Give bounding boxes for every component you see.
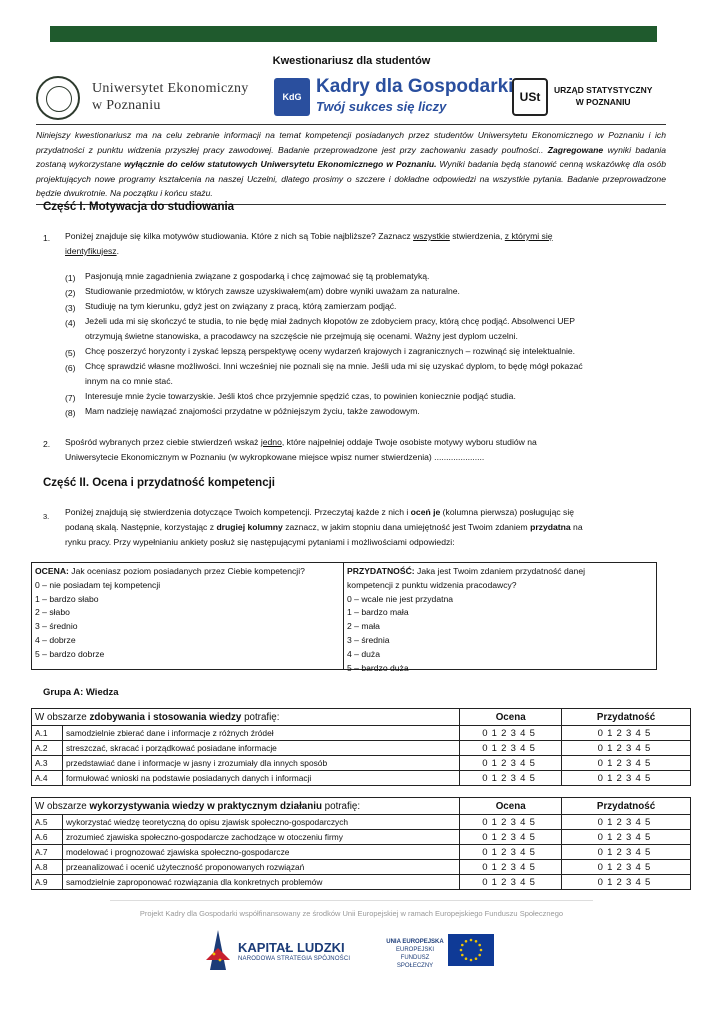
logo-strip xyxy=(36,74,666,122)
motive-text: Pasjonują mnie zagadnienia związane z gospodarką i chcę zajmować się tą problematyką. xyxy=(85,271,430,281)
table-row: A.3 przedstawiać dane i informacje w jasny i zrozumiały dla innych sposób 012345 012345 xyxy=(32,756,691,771)
table-row: A.6 zrozumieć zjawiska społeczno-gospodarcze zachodzące w otoczeniu firmy 012345 012345 xyxy=(32,830,691,845)
eu-fund-label: UNIA EUROPEJSKA EUROPEJSKI FUNDUSZ SPOŁECZNY xyxy=(386,939,444,969)
motive-text-cont: innym na co mnie stać. xyxy=(85,376,173,386)
przydatnosc-scale-options[interactable]: 012345 xyxy=(562,771,691,786)
scale-item: 3 – średnia xyxy=(347,634,390,645)
motive-number: (5) xyxy=(65,348,76,358)
scale-item: 0 – nie posiadam tej kompetencji xyxy=(35,579,161,590)
motive-text-cont: otrzymują świetne stanowiska, a pracodawcy na szczęście nie przejmują się ocenami. Ważny jest dyplom uczelni. xyxy=(85,331,518,341)
ocena-scale-options[interactable]: 012345 xyxy=(460,771,562,786)
q2-number: 2. xyxy=(43,439,51,449)
przydatnosc-scale-options[interactable]: 012345 xyxy=(562,830,691,845)
motive-number: (3) xyxy=(65,303,76,313)
przydatnosc-scale-options[interactable]: 012345 xyxy=(562,860,691,875)
rating-scale-box xyxy=(31,562,657,673)
przydatnosc-scale-options[interactable]: 012345 xyxy=(562,756,691,771)
ocena-scale-options[interactable]: 012345 xyxy=(460,756,562,771)
table-header-area: W obszarze wykorzystywania wiedzy w praktycznym działaniu potrafię: xyxy=(32,798,460,815)
scale-item: 2 – słabo xyxy=(35,607,70,618)
table-row: A.8 przeanalizować i ocenić użyteczność proponowanych rozwiązań 012345 012345 xyxy=(32,860,691,875)
ocena-scale-options[interactable]: 012345 xyxy=(460,741,562,756)
motive-text: Chcę sprawdzić własne możliwości. Inni wcześniej nie poznali się na mnie. Jeśli uda mi się uzyskać dyplom, to będę mógł pokazać xyxy=(85,361,583,371)
q1-number: 1. xyxy=(43,233,51,243)
part1-title: Część I. Motywacja do studiowania xyxy=(43,201,235,213)
table-row: A.4 formułować wnioski na podstawie posiadanych danych i informacji 012345 012345 xyxy=(32,771,691,786)
table-header-area: W obszarze zdobywania i stosowania wiedzy potrafię: xyxy=(32,709,460,726)
scale-item: 3 – średnio xyxy=(35,621,78,632)
kdg-title: Kadry dla Gospodarki xyxy=(316,76,514,97)
motive-text: Studiowanie przedmiotów, w których zawsze uzyskiwałem(am) dobre wyniki uważam za naturalne. xyxy=(85,286,460,296)
ocena-scale-options[interactable]: 012345 xyxy=(460,830,562,845)
col-przydatnosc: Przydatność xyxy=(562,709,691,726)
scale-item: 2 – mała xyxy=(347,621,380,632)
motive-text: Chcę poszerzyć horyzonty i zyskać lepszą perspektywę oceny wydarzeń krajowych i zagranicznych – rozwinąć się intelektualnie. xyxy=(85,346,576,356)
q3-number: 3. xyxy=(43,512,50,521)
kdg-logo-icon: KdG xyxy=(274,78,310,116)
table-row: A.1 samodzielnie zbierać dane i informacje z różnych źródeł 012345 012345 xyxy=(32,726,691,741)
przydatnosc-scale-options[interactable]: 012345 xyxy=(562,815,691,830)
col-ocena: Ocena xyxy=(460,798,562,815)
scale-item: 1 – bardzo słabo xyxy=(35,593,99,604)
footer-project-note: Projekt Kadry dla Gospodarki współfinansowany ze środków Unii Europejskiej w ramach Europejskiego Funduszu Społecznego xyxy=(139,909,564,918)
scale-item: 5 – bardzo dobrze xyxy=(35,648,105,659)
ocena-scale-options[interactable]: 012345 xyxy=(460,815,562,830)
scale-item: 1 – bardzo mała xyxy=(347,607,409,618)
col-przydatnosc: Przydatność xyxy=(562,798,691,815)
motive-text: Studiuję na tym kierunku, gdyż jest on związany z pracą, którą zamierzam podjąć. xyxy=(85,301,397,311)
q1-text: Poniżej znajduje się kilka motywów studiowania. Które z nich są Tobie najbliższe? Zaznacz wszystkie stwierdzenia, z którymi się identyfikujesz. xyxy=(65,231,553,256)
motive-text: Interesuje mnie życie towarzyskie. Jeśli ktoś chce przyjemnie spędzić czas, to powinien koniecznie podjąć studia. xyxy=(85,391,516,401)
ocena-scale-options[interactable]: 012345 xyxy=(460,845,562,860)
scale-item: 0 – wcale nie jest przydatna xyxy=(347,593,454,604)
przydatnosc-scale-options[interactable]: 012345 xyxy=(562,741,691,756)
header-bar xyxy=(50,26,657,42)
q2-text: Spośród wybranych przez ciebie stwierdzeń wskaż jedno, które najpełniej oddaje Twoje osobiste motywy wyboru studiów na Uniwersytecie Ekonomicznym w Poznaniu (w wykropkowane miejsce wpisz numer stwierdzenia) ..................... xyxy=(65,437,537,462)
ocena-scale-options[interactable]: 012345 xyxy=(460,726,562,741)
table-row: A.7 modelować i prognozować zjawiska społeczno-gospodarcze 012345 012345 xyxy=(32,845,691,860)
competence-table-2 xyxy=(31,797,691,890)
kapital-ludzki-emblem-icon xyxy=(206,930,230,970)
part2-title: Część II. Ocena i przydatność kompetencji xyxy=(43,477,275,489)
motive-number: (7) xyxy=(65,393,76,403)
table-row: A.5 wykorzystać wiedzę teoretyczną do opisu zjawisk społeczno-gospodarczych 012345 012345 xyxy=(32,815,691,830)
university-seal-icon xyxy=(36,76,80,120)
statistical-office-name: URZĄD STATYSTYCZNY W POZNANIU xyxy=(554,85,653,107)
university-name: Uniwersytet Ekonomiczny w Poznaniu xyxy=(92,81,249,113)
motive-text: Mam nadzieję nawiązać znajomości przydatne w późniejszym życiu, także zawodowym. xyxy=(85,406,420,416)
motive-number: (8) xyxy=(65,408,76,418)
przydatnosc-scale-options[interactable]: 012345 xyxy=(562,845,691,860)
scale-item: 4 – duża xyxy=(347,648,380,659)
motive-number: (4) xyxy=(65,318,76,328)
motive-number: (2) xyxy=(65,288,76,298)
group-a-title: Grupa A: Wiedza xyxy=(43,687,119,698)
q3-text: Poniżej znajdują się stwierdzenia dotyczące Twoich kompetencji. Przeczytaj każde z nich i oceń je (kolumna pierwsza) posługując się podaną skalą. Następnie, korzystając z drugiej kolumny zaznacz, w jakim stopniu dana umiejętność jest Twoim zdaniem przydatna na rynku pracy. Przy wypełnianiu ankiety posłuż się następującymi pytaniami i możliwościami odpowiedzi: xyxy=(65,507,583,547)
kdg-subtitle: Twój sukces się liczy xyxy=(316,99,447,114)
table-row: A.2 streszczać, skracać i porządkować posiadane informacje 012345 012345 xyxy=(32,741,691,756)
table-row: A.9 samodzielnie zaproponować rozwiązania dla konkretnych problemów 012345 012345 xyxy=(32,875,691,890)
scale-item: 5 – bardzo duża xyxy=(347,662,409,673)
przydatnosc-scale: PRZYDATNOŚĆ: Jaka jest Twoim zdaniem przydatność danej kompetencji z punktu widzenia pracodawcy? 0 – wcale nie jest przydatna 1 – bardzo mała 2 – mała 3 – średnia 4 – duża 5 – bardzo duża xyxy=(344,563,656,669)
ocena-scale-options[interactable]: 012345 xyxy=(460,875,562,890)
col-ocena: Ocena xyxy=(460,709,562,726)
przydatnosc-scale-options[interactable]: 012345 xyxy=(562,726,691,741)
kapital-ludzki-title: KAPITAŁ LUDZKI xyxy=(238,940,345,955)
footer-divider xyxy=(110,900,593,901)
document-title: Kwestionariusz dla studentów xyxy=(272,55,431,67)
motive-number: (6) xyxy=(65,363,76,373)
motive-number: (1) xyxy=(65,273,76,283)
eu-flag-icon xyxy=(448,934,494,966)
ocena-scale-options[interactable]: 012345 xyxy=(460,860,562,875)
przydatnosc-scale-options[interactable]: 012345 xyxy=(562,875,691,890)
ocena-scale: OCENA: Jak oceniasz poziom posiadanych przez Ciebie kompetencji? 0 – nie posiadam tej kompetencji 1 – bardzo słabo 2 – słabo 3 – średnio 4 – dobrze 5 – bardzo dobrze xyxy=(32,563,344,669)
competence-table-1 xyxy=(31,708,691,786)
intro-paragraph: Niniejszy kwestionariusz ma na celu zebranie informacji na temat kompetencji posiadanych przez studentów Uniwersytetu Ekonomicznego w Poznaniu i ich przydatności z punktu widzenia przyszłej pracy zawodowej. Badanie przeprowadzone jest przy zachowaniu zasady poufności.. Zagregowane wyniki badania zostaną wykorzystane wyłącznie do celów statutowych Uniwersytetu Ekonomicznego w Poznaniu. Wyniki badania będą stanowić cenną wskazówkę dla osób projektujących nowe programy kształcenia na naszej Uczelni, dlatego prosimy o szczere i dokładne odpowiedzi na wszystkie pytania. Badanie przeprowadzone będzie dwukrotnie. Na początku i końcu stażu. xyxy=(36,124,666,205)
scale-item: 4 – dobrze xyxy=(35,634,76,645)
kapital-ludzki-subtitle: NARODOWA STRATEGIA SPÓJNOŚCI xyxy=(238,956,351,962)
motive-text: Jeżeli uda mi się skończyć te studia, to nie będę miał żadnych kłopotów ze zdobyciem pracy, którą chcę podjąć. Absolwenci UEP xyxy=(85,316,575,326)
us-logo-icon: USt xyxy=(512,78,548,116)
